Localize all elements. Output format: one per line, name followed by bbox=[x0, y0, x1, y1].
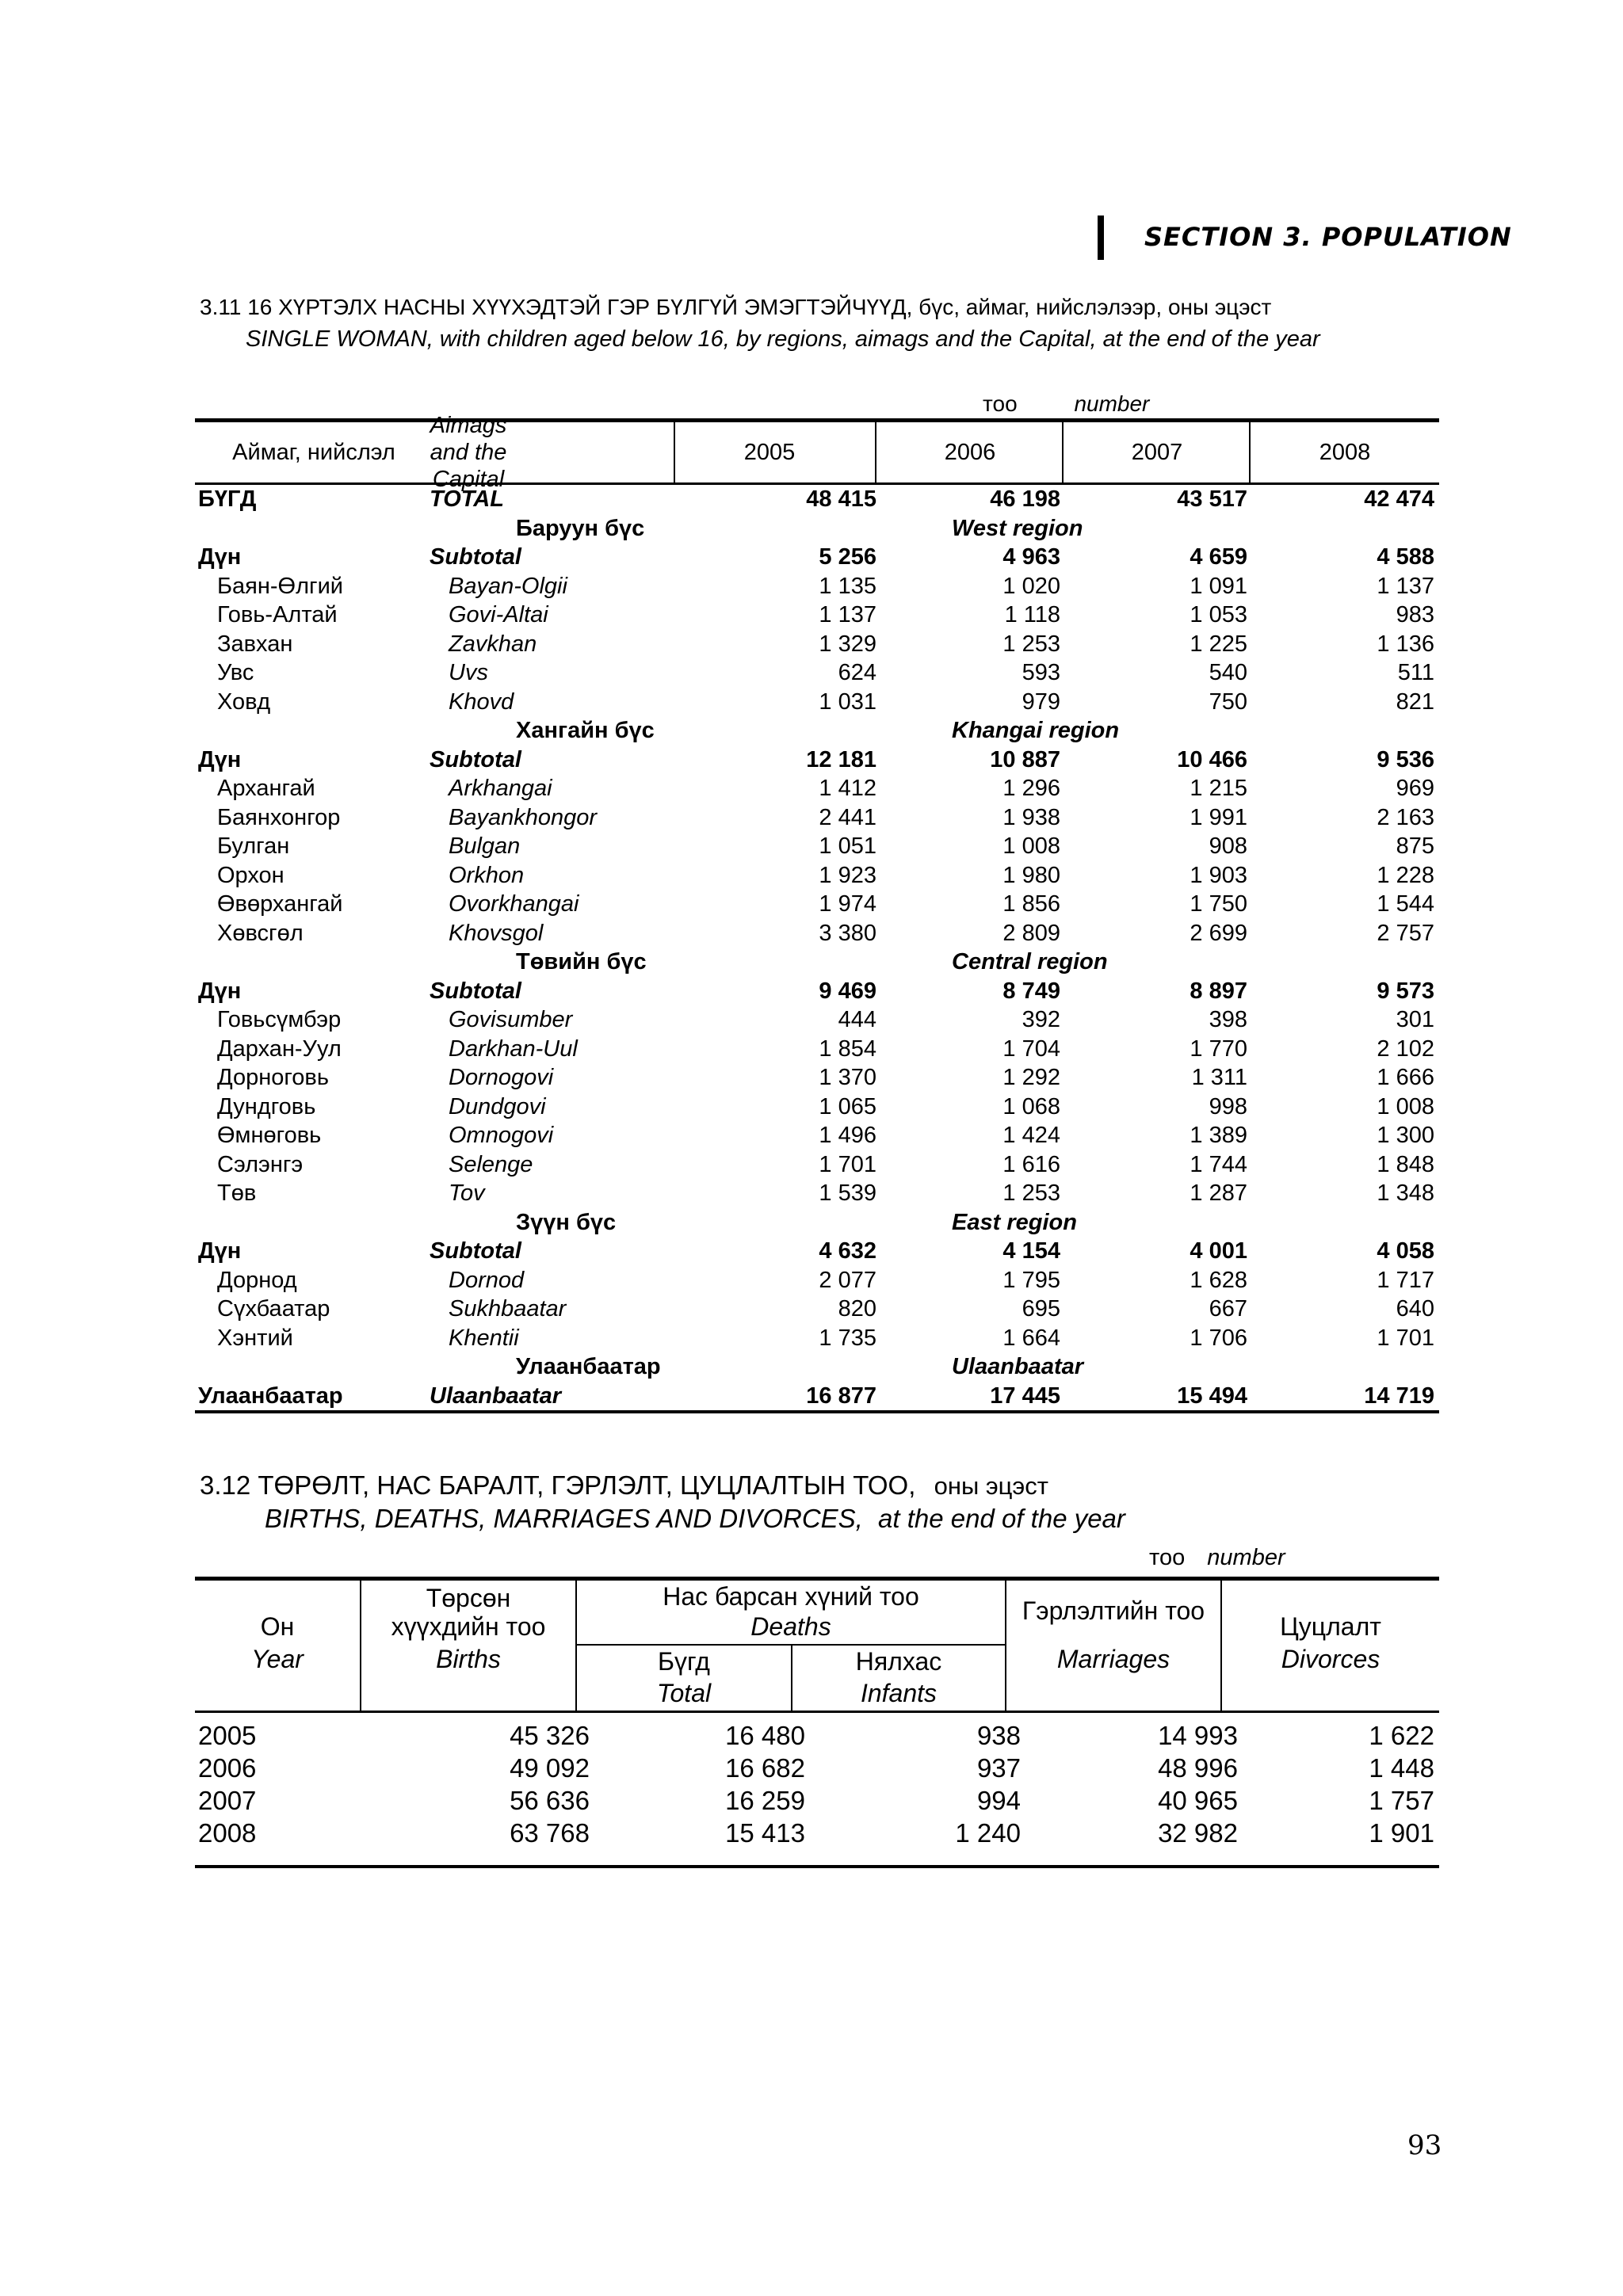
cell-marriages: 32 982 bbox=[1158, 1818, 1238, 1848]
region-name-mn: Улаанбаатар bbox=[516, 1354, 661, 1379]
table2-header-infants-en: Infants bbox=[860, 1679, 938, 1707]
table-row bbox=[195, 919, 1439, 948]
cell-value: 908 bbox=[1209, 833, 1247, 859]
cell-value: 1 923 bbox=[819, 862, 876, 888]
row-label-en: Selenge bbox=[449, 1151, 533, 1177]
cell-value: 1 424 bbox=[1002, 1123, 1060, 1148]
table2-header-births-en: Births bbox=[436, 1645, 501, 1673]
table-row bbox=[195, 1005, 1439, 1035]
cell-value: 1 903 bbox=[1190, 862, 1247, 888]
row-label-mn: Улаанбаатар bbox=[198, 1383, 343, 1409]
cell-births: 49 092 bbox=[510, 1753, 590, 1783]
cell-value: 4 058 bbox=[1377, 1238, 1434, 1264]
table-row-total bbox=[195, 485, 1439, 514]
section-title: SECTION 3. POPULATION bbox=[1144, 222, 1512, 252]
cell-deaths-total: 16 480 bbox=[725, 1721, 805, 1750]
row-label-mn: Баянхонгор bbox=[217, 804, 341, 830]
row-label-mn: Өвөрхангай bbox=[217, 891, 343, 917]
table2-unit bbox=[1149, 1545, 1285, 1571]
cell-deaths-total: 15 413 bbox=[725, 1818, 805, 1848]
region-header-row bbox=[195, 514, 1439, 543]
row-label-mn: Завхан bbox=[217, 631, 293, 657]
cell-value: 2 699 bbox=[1190, 920, 1247, 946]
table-row-subtotal bbox=[195, 746, 1439, 775]
region-header-row bbox=[195, 948, 1439, 977]
region-header-row bbox=[195, 716, 1439, 746]
cell-value: 9 469 bbox=[819, 978, 876, 1004]
cell-value: 1 666 bbox=[1377, 1065, 1434, 1090]
cell-value: 1 020 bbox=[1002, 573, 1060, 599]
cell-year: 2007 bbox=[198, 1786, 257, 1815]
row-label-mn: Булган bbox=[217, 833, 290, 859]
table-row bbox=[195, 1817, 1439, 1849]
row-label-en: Subtotal bbox=[430, 978, 521, 1004]
cell-value: 1 389 bbox=[1190, 1123, 1247, 1148]
cell-value: 1 008 bbox=[1377, 1093, 1434, 1119]
row-label-en: Khovd bbox=[449, 688, 514, 715]
row-label-mn: БҮГД bbox=[198, 486, 257, 512]
cell-value: 1 053 bbox=[1190, 602, 1247, 627]
row-label-mn: Ховд bbox=[217, 688, 271, 715]
cell-value: 5 256 bbox=[819, 544, 876, 570]
table1-header-mn: Аймаг, нийслэл bbox=[232, 440, 395, 465]
cell-value: 9 536 bbox=[1377, 746, 1434, 772]
row-label-en: Tov bbox=[449, 1180, 485, 1206]
table-row bbox=[195, 832, 1439, 861]
region-name-mn: Төвийн бүс bbox=[516, 949, 647, 974]
row-label-mn: Говьсүмбэр bbox=[217, 1007, 342, 1032]
cell-value: 1 496 bbox=[819, 1123, 876, 1148]
row-label-en: Subtotal bbox=[430, 746, 521, 772]
region-name-mn: Зүүн бүс bbox=[516, 1209, 617, 1235]
cell-value: 392 bbox=[1022, 1007, 1060, 1032]
cell-value: 1 370 bbox=[819, 1065, 876, 1090]
cell-value: 1 664 bbox=[1002, 1325, 1060, 1351]
table2 bbox=[195, 1577, 1439, 1868]
cell-divorces: 1 622 bbox=[1369, 1721, 1434, 1750]
row-label-en: Ulaanbaatar bbox=[430, 1383, 562, 1409]
cell-value: 1 137 bbox=[819, 602, 876, 627]
table-row bbox=[195, 1121, 1439, 1150]
cell-value: 1 329 bbox=[819, 631, 876, 657]
row-label-en: Bayan-Olgii bbox=[449, 573, 567, 599]
table-row bbox=[195, 1752, 1439, 1784]
table2-header-year-en: Year bbox=[251, 1645, 304, 1673]
cell-value: 1 539 bbox=[819, 1180, 876, 1206]
region-name-en: Khangai region bbox=[952, 718, 1120, 743]
region-name-mn: Баруун бүс bbox=[516, 515, 645, 541]
cell-value: 1 706 bbox=[1190, 1325, 1247, 1351]
table2-header-divorces-mn: Цуцлалт bbox=[1280, 1612, 1381, 1641]
cell-value: 1 701 bbox=[819, 1151, 876, 1177]
cell-value: 42 474 bbox=[1364, 486, 1434, 512]
cell-value: 1 735 bbox=[819, 1325, 876, 1351]
cell-value: 983 bbox=[1396, 602, 1434, 627]
cell-value: 14 719 bbox=[1364, 1383, 1434, 1409]
table2-title-mn bbox=[200, 1470, 1048, 1501]
cell-value: 1 118 bbox=[1004, 602, 1060, 627]
table-row-subtotal bbox=[195, 543, 1439, 572]
table2-header-births-mn1: Төрсөн bbox=[426, 1584, 511, 1612]
cell-value: 998 bbox=[1209, 1093, 1247, 1119]
table-row bbox=[195, 1063, 1439, 1093]
cell-value: 1 031 bbox=[819, 688, 876, 715]
cell-value: 4 588 bbox=[1377, 544, 1434, 570]
table2-unit-mn: тоо bbox=[1149, 1545, 1186, 1570]
cell-value: 2 077 bbox=[819, 1267, 876, 1293]
table2-header bbox=[195, 1577, 1439, 1713]
cell-value: 2 757 bbox=[1377, 920, 1434, 946]
cell-deaths-infants: 1 240 bbox=[955, 1818, 1021, 1848]
row-label-en: Bayankhongor bbox=[449, 804, 598, 830]
table-row bbox=[195, 630, 1439, 659]
table-row bbox=[195, 1324, 1439, 1353]
table-row-subtotal bbox=[195, 977, 1439, 1006]
cell-divorces: 1 448 bbox=[1369, 1753, 1434, 1783]
cell-value: 2 102 bbox=[1377, 1035, 1434, 1062]
cell-divorces: 1 757 bbox=[1369, 1786, 1434, 1815]
cell-value: 1 980 bbox=[1002, 862, 1060, 888]
row-label-mn: Дундговь bbox=[217, 1093, 316, 1119]
table2-title-mn-sub: оны эцэст bbox=[934, 1472, 1048, 1500]
row-label-en: Arkhangai bbox=[449, 776, 552, 801]
row-label-en: Sukhbaatar bbox=[449, 1296, 567, 1322]
cell-value: 1 938 bbox=[1002, 804, 1060, 830]
table1-header-en-line1: Aimags and the bbox=[430, 413, 507, 465]
cell-marriages: 14 993 bbox=[1158, 1721, 1238, 1750]
row-label-mn: Өмнөговь bbox=[217, 1123, 322, 1148]
cell-value: 10 466 bbox=[1177, 746, 1247, 772]
cell-value: 1 215 bbox=[1190, 776, 1247, 801]
row-label-en: Dornod bbox=[449, 1267, 525, 1293]
cell-births: 63 768 bbox=[510, 1818, 590, 1848]
table2-title-en-sub: at the end of the year bbox=[878, 1504, 1125, 1533]
row-label-en: Orkhon bbox=[449, 862, 525, 888]
row-label-mn: Дүн bbox=[198, 544, 242, 570]
table2-header-deaths-mn: Нас барсан хүний тоо bbox=[663, 1582, 919, 1611]
cell-value: 1 544 bbox=[1377, 891, 1434, 917]
cell-value: 1 974 bbox=[819, 891, 876, 917]
cell-value: 1 008 bbox=[1002, 833, 1060, 859]
row-label-en: Khovsgol bbox=[449, 920, 544, 946]
cell-deaths-infants: 994 bbox=[976, 1786, 1021, 1815]
cell-marriages: 40 965 bbox=[1158, 1786, 1238, 1815]
cell-value: 1 704 bbox=[1002, 1035, 1060, 1062]
cell-value: 1 744 bbox=[1190, 1151, 1247, 1177]
cell-value: 1 991 bbox=[1190, 804, 1247, 830]
row-label-en: Subtotal bbox=[430, 1238, 521, 1264]
row-label-mn: Говь-Алтай bbox=[217, 602, 338, 627]
row-label-en: Darkhan-Uul bbox=[449, 1035, 578, 1062]
cell-value: 9 573 bbox=[1377, 978, 1434, 1004]
table2-header-marriages-en: Marriages bbox=[1056, 1645, 1170, 1673]
cell-value: 1 292 bbox=[1002, 1065, 1060, 1090]
cell-deaths-infants: 937 bbox=[976, 1753, 1021, 1783]
table-row bbox=[195, 658, 1439, 688]
row-label-mn: Дүн bbox=[198, 1238, 242, 1264]
cell-value: 979 bbox=[1022, 688, 1060, 715]
row-label-en: Zavkhan bbox=[449, 631, 537, 657]
row-label-mn: Дорнод bbox=[217, 1267, 297, 1293]
table-row bbox=[195, 601, 1439, 630]
table1-unit bbox=[983, 391, 1149, 417]
cell-year: 2005 bbox=[198, 1721, 257, 1750]
cell-value: 1 136 bbox=[1377, 631, 1434, 657]
table1-unit-en: number bbox=[1074, 391, 1150, 416]
cell-value: 43 517 bbox=[1177, 486, 1247, 512]
cell-value: 875 bbox=[1396, 833, 1434, 859]
row-label-en: Dornogovi bbox=[449, 1065, 554, 1090]
cell-value: 1 412 bbox=[819, 776, 876, 801]
row-label-mn: Дүн bbox=[198, 978, 242, 1004]
table2-header-deaths-en: Deaths bbox=[750, 1612, 831, 1641]
row-label-en: Ovorkhangai bbox=[449, 891, 579, 917]
cell-value: 1 348 bbox=[1377, 1180, 1434, 1206]
cell-value: 4 963 bbox=[1002, 544, 1060, 570]
cell-value: 540 bbox=[1209, 660, 1247, 685]
cell-value: 8 749 bbox=[1002, 978, 1060, 1004]
table-row bbox=[195, 1179, 1439, 1208]
table-row bbox=[195, 803, 1439, 833]
cell-value: 1 228 bbox=[1377, 862, 1434, 888]
table2-header-year-mn: Он bbox=[260, 1612, 295, 1641]
table-row bbox=[195, 1784, 1439, 1817]
table1-title-mn: 3.11 16 ХҮРТЭЛХ НАСНЫ ХҮҮХЭДТЭЙ ГЭР БҮЛГҮЙ ЭМЭГТЭЙЧҮҮД, бүс, аймаг, нийслэлээр, оны эцэст bbox=[200, 295, 1272, 319]
table2-title-mn-main: 3.12 ТӨРӨЛТ, НАС БАРАЛТ, ГЭРЛЭЛТ, ЦУЦЛАЛТЫН ТОО, bbox=[200, 1470, 916, 1500]
cell-marriages: 48 996 bbox=[1158, 1753, 1238, 1783]
cell-value: 1 701 bbox=[1377, 1325, 1434, 1351]
cell-value: 2 163 bbox=[1377, 804, 1434, 830]
table2-header-divorces-en: Divorces bbox=[1281, 1645, 1381, 1673]
row-label-en: Omnogovi bbox=[449, 1123, 554, 1148]
table-row bbox=[195, 572, 1439, 601]
table-row bbox=[195, 1295, 1439, 1324]
table2-title-en-main: BIRTHS, DEATHS, MARRIAGES AND DIVORCES, bbox=[265, 1504, 863, 1533]
row-label-mn: Хэнтий bbox=[217, 1325, 293, 1351]
table-row-subtotal bbox=[195, 1237, 1439, 1266]
cell-value: 4 001 bbox=[1190, 1238, 1247, 1264]
cell-year: 2006 bbox=[198, 1753, 257, 1783]
cell-value: 1 253 bbox=[1002, 1180, 1060, 1206]
cell-value: 969 bbox=[1396, 776, 1434, 801]
row-label-mn: Архангай bbox=[217, 776, 315, 801]
row-label-mn: Сэлэнгэ bbox=[217, 1151, 304, 1177]
region-name-en: Central region bbox=[952, 949, 1108, 974]
cell-value: 1 296 bbox=[1002, 776, 1060, 801]
cell-value: 1 856 bbox=[1002, 891, 1060, 917]
table2-header-marriages-mn: Гэрлэлтийн тоо bbox=[1022, 1596, 1205, 1625]
row-label-mn: Төв bbox=[217, 1180, 257, 1206]
row-label-en: Govisumber bbox=[449, 1007, 573, 1032]
row-label-mn: Дорноговь bbox=[217, 1065, 329, 1090]
cell-value: 2 809 bbox=[1002, 920, 1060, 946]
table1-header-en bbox=[409, 413, 528, 492]
cell-value: 1 225 bbox=[1190, 631, 1247, 657]
table2-body bbox=[195, 1713, 1439, 1868]
table1-header-year: 2006 bbox=[944, 440, 996, 465]
table1-header bbox=[195, 413, 1439, 492]
row-label-mn: Баян-Өлгий bbox=[217, 573, 343, 599]
table1-unit-mn: тоо bbox=[983, 391, 1018, 416]
section-divider-bar bbox=[1098, 215, 1104, 260]
table1-header-year: 2007 bbox=[1131, 440, 1183, 465]
cell-deaths-total: 16 682 bbox=[725, 1753, 805, 1783]
row-label-mn: Хөвсгөл bbox=[217, 920, 304, 946]
row-label-mn: Орхон bbox=[217, 862, 285, 888]
cell-value: 1 051 bbox=[819, 833, 876, 859]
cell-value: 1 300 bbox=[1377, 1123, 1434, 1148]
cell-value: 1 091 bbox=[1190, 573, 1247, 599]
cell-births: 45 326 bbox=[510, 1721, 590, 1750]
table-row bbox=[195, 1719, 1439, 1752]
row-label-mn: Дархан-Уул bbox=[217, 1035, 342, 1062]
row-label-en: TOTAL bbox=[430, 486, 504, 512]
cell-value: 640 bbox=[1396, 1296, 1434, 1322]
table-row bbox=[195, 774, 1439, 803]
table-row bbox=[195, 1266, 1439, 1295]
table-row bbox=[195, 890, 1439, 919]
cell-value: 1 253 bbox=[1002, 631, 1060, 657]
cell-value: 10 887 bbox=[990, 746, 1060, 772]
cell-value: 821 bbox=[1396, 688, 1434, 715]
row-label-mn: Сүхбаатар bbox=[217, 1296, 330, 1322]
table1 bbox=[195, 413, 1439, 1413]
cell-year: 2008 bbox=[198, 1818, 257, 1848]
cell-value: 17 445 bbox=[990, 1383, 1060, 1409]
table1-header-year: 2008 bbox=[1319, 440, 1371, 465]
table2-header-births-mn2: хүүхдийн тоо bbox=[391, 1612, 546, 1641]
row-label-en: Subtotal bbox=[430, 544, 521, 570]
region-name-mn: Хангайн бүс bbox=[516, 718, 655, 743]
row-label-en: Bulgan bbox=[449, 833, 521, 859]
table-row bbox=[195, 1093, 1439, 1122]
cell-value: 48 415 bbox=[806, 486, 876, 512]
table2-header-infants-mn: Нялхас bbox=[855, 1647, 942, 1676]
table2-header-total-en: Total bbox=[656, 1679, 712, 1707]
table1-body bbox=[195, 485, 1439, 1413]
cell-value: 750 bbox=[1209, 688, 1247, 715]
row-label-en: Dundgovi bbox=[449, 1093, 546, 1119]
cell-value: 3 380 bbox=[819, 920, 876, 946]
table2-unit-en: number bbox=[1207, 1545, 1285, 1570]
table-row bbox=[195, 688, 1439, 717]
cell-value: 1 068 bbox=[1002, 1093, 1060, 1119]
cell-value: 1 628 bbox=[1190, 1267, 1247, 1293]
cell-value: 667 bbox=[1209, 1296, 1247, 1322]
cell-deaths-infants: 938 bbox=[976, 1721, 1021, 1750]
cell-value: 301 bbox=[1396, 1007, 1434, 1032]
table-row bbox=[195, 1035, 1439, 1064]
table-row-subtotal bbox=[195, 1382, 1439, 1411]
cell-value: 1 854 bbox=[819, 1035, 876, 1062]
cell-value: 511 bbox=[1397, 660, 1434, 685]
cell-value: 1 795 bbox=[1002, 1267, 1060, 1293]
table-row bbox=[195, 1150, 1439, 1180]
cell-value: 1 311 bbox=[1191, 1065, 1247, 1090]
cell-value: 16 877 bbox=[806, 1383, 876, 1409]
cell-value: 1 065 bbox=[819, 1093, 876, 1119]
cell-value: 1 750 bbox=[1190, 891, 1247, 917]
cell-value: 46 198 bbox=[990, 486, 1060, 512]
cell-value: 398 bbox=[1209, 1007, 1247, 1032]
cell-value: 4 659 bbox=[1190, 544, 1247, 570]
cell-value: 593 bbox=[1022, 660, 1060, 685]
table2-header-total-mn: Бүгд bbox=[658, 1647, 710, 1676]
cell-value: 15 494 bbox=[1177, 1383, 1247, 1409]
cell-value: 1 137 bbox=[1377, 573, 1434, 599]
table1-title-en: SINGLE WOMAN, with children aged below 16, by regions, aimags and the Capital, at the end of the year bbox=[246, 326, 1320, 352]
cell-deaths-total: 16 259 bbox=[725, 1786, 805, 1815]
page-number: 93 bbox=[1407, 2130, 1442, 2161]
cell-value: 8 897 bbox=[1190, 978, 1247, 1004]
cell-value: 1 717 bbox=[1377, 1267, 1434, 1293]
row-label-mn: Дүн bbox=[198, 746, 242, 772]
cell-value: 1 287 bbox=[1190, 1180, 1247, 1206]
cell-value: 1 135 bbox=[819, 573, 876, 599]
table1-header-en-line2: Capital bbox=[432, 467, 505, 492]
cell-value: 4 632 bbox=[819, 1238, 876, 1264]
row-label-en: Khentii bbox=[449, 1325, 519, 1351]
cell-value: 12 181 bbox=[806, 746, 876, 772]
region-name-en: West region bbox=[952, 515, 1083, 541]
cell-value: 820 bbox=[838, 1296, 876, 1322]
cell-births: 56 636 bbox=[510, 1786, 590, 1815]
cell-value: 2 441 bbox=[819, 804, 876, 830]
table2-title-en bbox=[265, 1504, 1125, 1534]
table-row bbox=[195, 861, 1439, 891]
row-label-mn: Увс bbox=[217, 660, 254, 685]
row-label-en: Govi-Altai bbox=[449, 602, 548, 627]
region-header-row bbox=[195, 1352, 1439, 1382]
cell-value: 1 848 bbox=[1377, 1151, 1434, 1177]
region-name-en: East region bbox=[952, 1209, 1077, 1235]
table1-header-year: 2005 bbox=[743, 440, 796, 465]
cell-value: 695 bbox=[1022, 1296, 1060, 1322]
cell-value: 4 154 bbox=[1002, 1238, 1060, 1264]
cell-divorces: 1 901 bbox=[1369, 1818, 1434, 1848]
cell-value: 444 bbox=[838, 1007, 876, 1032]
cell-value: 624 bbox=[838, 660, 876, 685]
cell-value: 1 616 bbox=[1002, 1151, 1060, 1177]
row-label-en: Uvs bbox=[449, 660, 488, 685]
cell-value: 1 770 bbox=[1190, 1035, 1247, 1062]
region-header-row bbox=[195, 1208, 1439, 1238]
region-name-en: Ulaanbaatar bbox=[952, 1354, 1084, 1379]
